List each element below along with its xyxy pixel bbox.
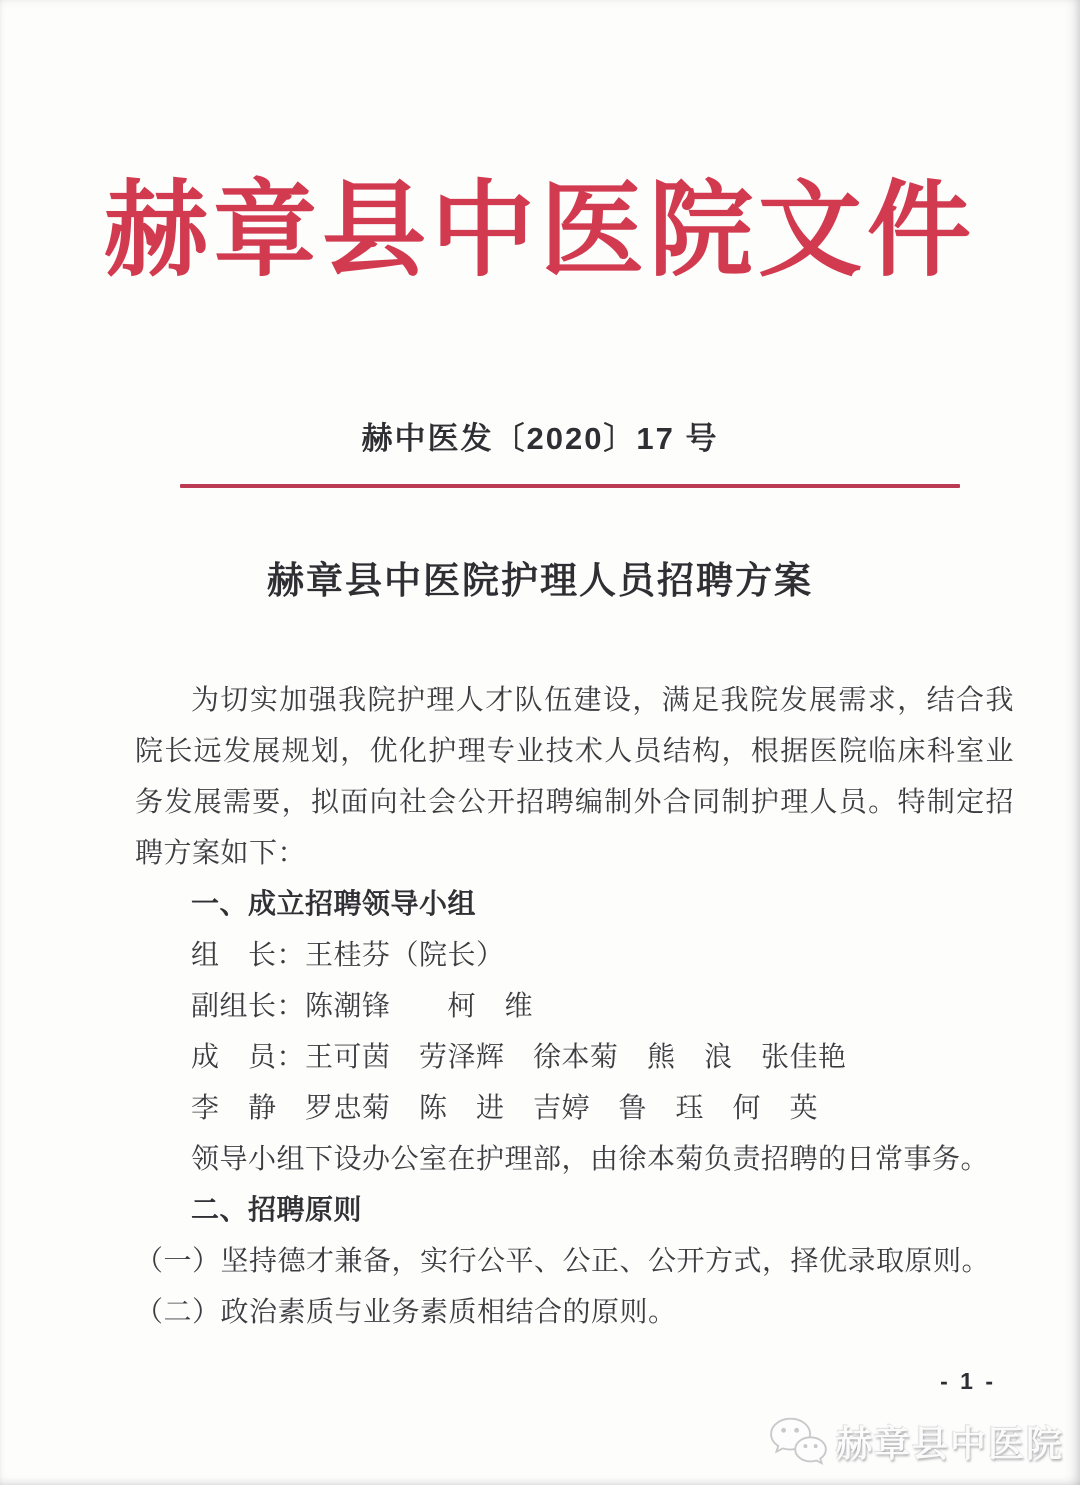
- doc-title: 赫章县中医院护理人员招聘方案: [267, 560, 813, 602]
- principle-line-2: （二）政治素质与业务素质相结合的原则。: [135, 1296, 677, 1328]
- page-number: - 1 -: [940, 1368, 996, 1394]
- watermark-text: 赫章县中医院: [835, 1422, 1064, 1464]
- section2-heading: 二、招聘原则: [191, 1194, 363, 1226]
- doc-number: 赫中医发〔2020〕17 号: [361, 421, 719, 457]
- wechat-watermark: [768, 1415, 1064, 1467]
- intro-paragraph: 为切实加强我院护理人才队伍建设，满足我院发展需求，结合我院长远发展规划，优化护理专业技术人员结构，根据医院临床科室业务发展需要，拟面向社会公开招聘编制外合同制护理人员。特制定招聘方案如下：: [135, 684, 1014, 869]
- members-line-2: 李 静 罗忠菊 陈 进 吉婷 鲁 珏 何 英: [191, 1092, 819, 1124]
- principle-line-1: （一）坚持德才兼备，实行公平、公正、公开方式，择优录取原则。: [135, 1245, 991, 1277]
- wechat-icon: [768, 1415, 828, 1467]
- deputy-leader-line: 副组长：陈潮锋 柯 维: [191, 990, 534, 1022]
- office-line: 领导小组下设办公室在护理部，由徐本菊负责招聘的日常事务。: [191, 1143, 990, 1175]
- letterhead-title: 赫章县中医院文件: [103, 168, 976, 291]
- red-divider-rule: [180, 484, 960, 488]
- section1-heading: 一、成立招聘领导小组: [191, 888, 477, 920]
- leader-line: 组 长：王桂芬（院长）: [191, 939, 505, 971]
- members-line-1: 成 员：王可茵 劳泽辉 徐本菊 熊 浪 张佳艳: [191, 1041, 847, 1073]
- document-body: [0, 674, 1080, 1337]
